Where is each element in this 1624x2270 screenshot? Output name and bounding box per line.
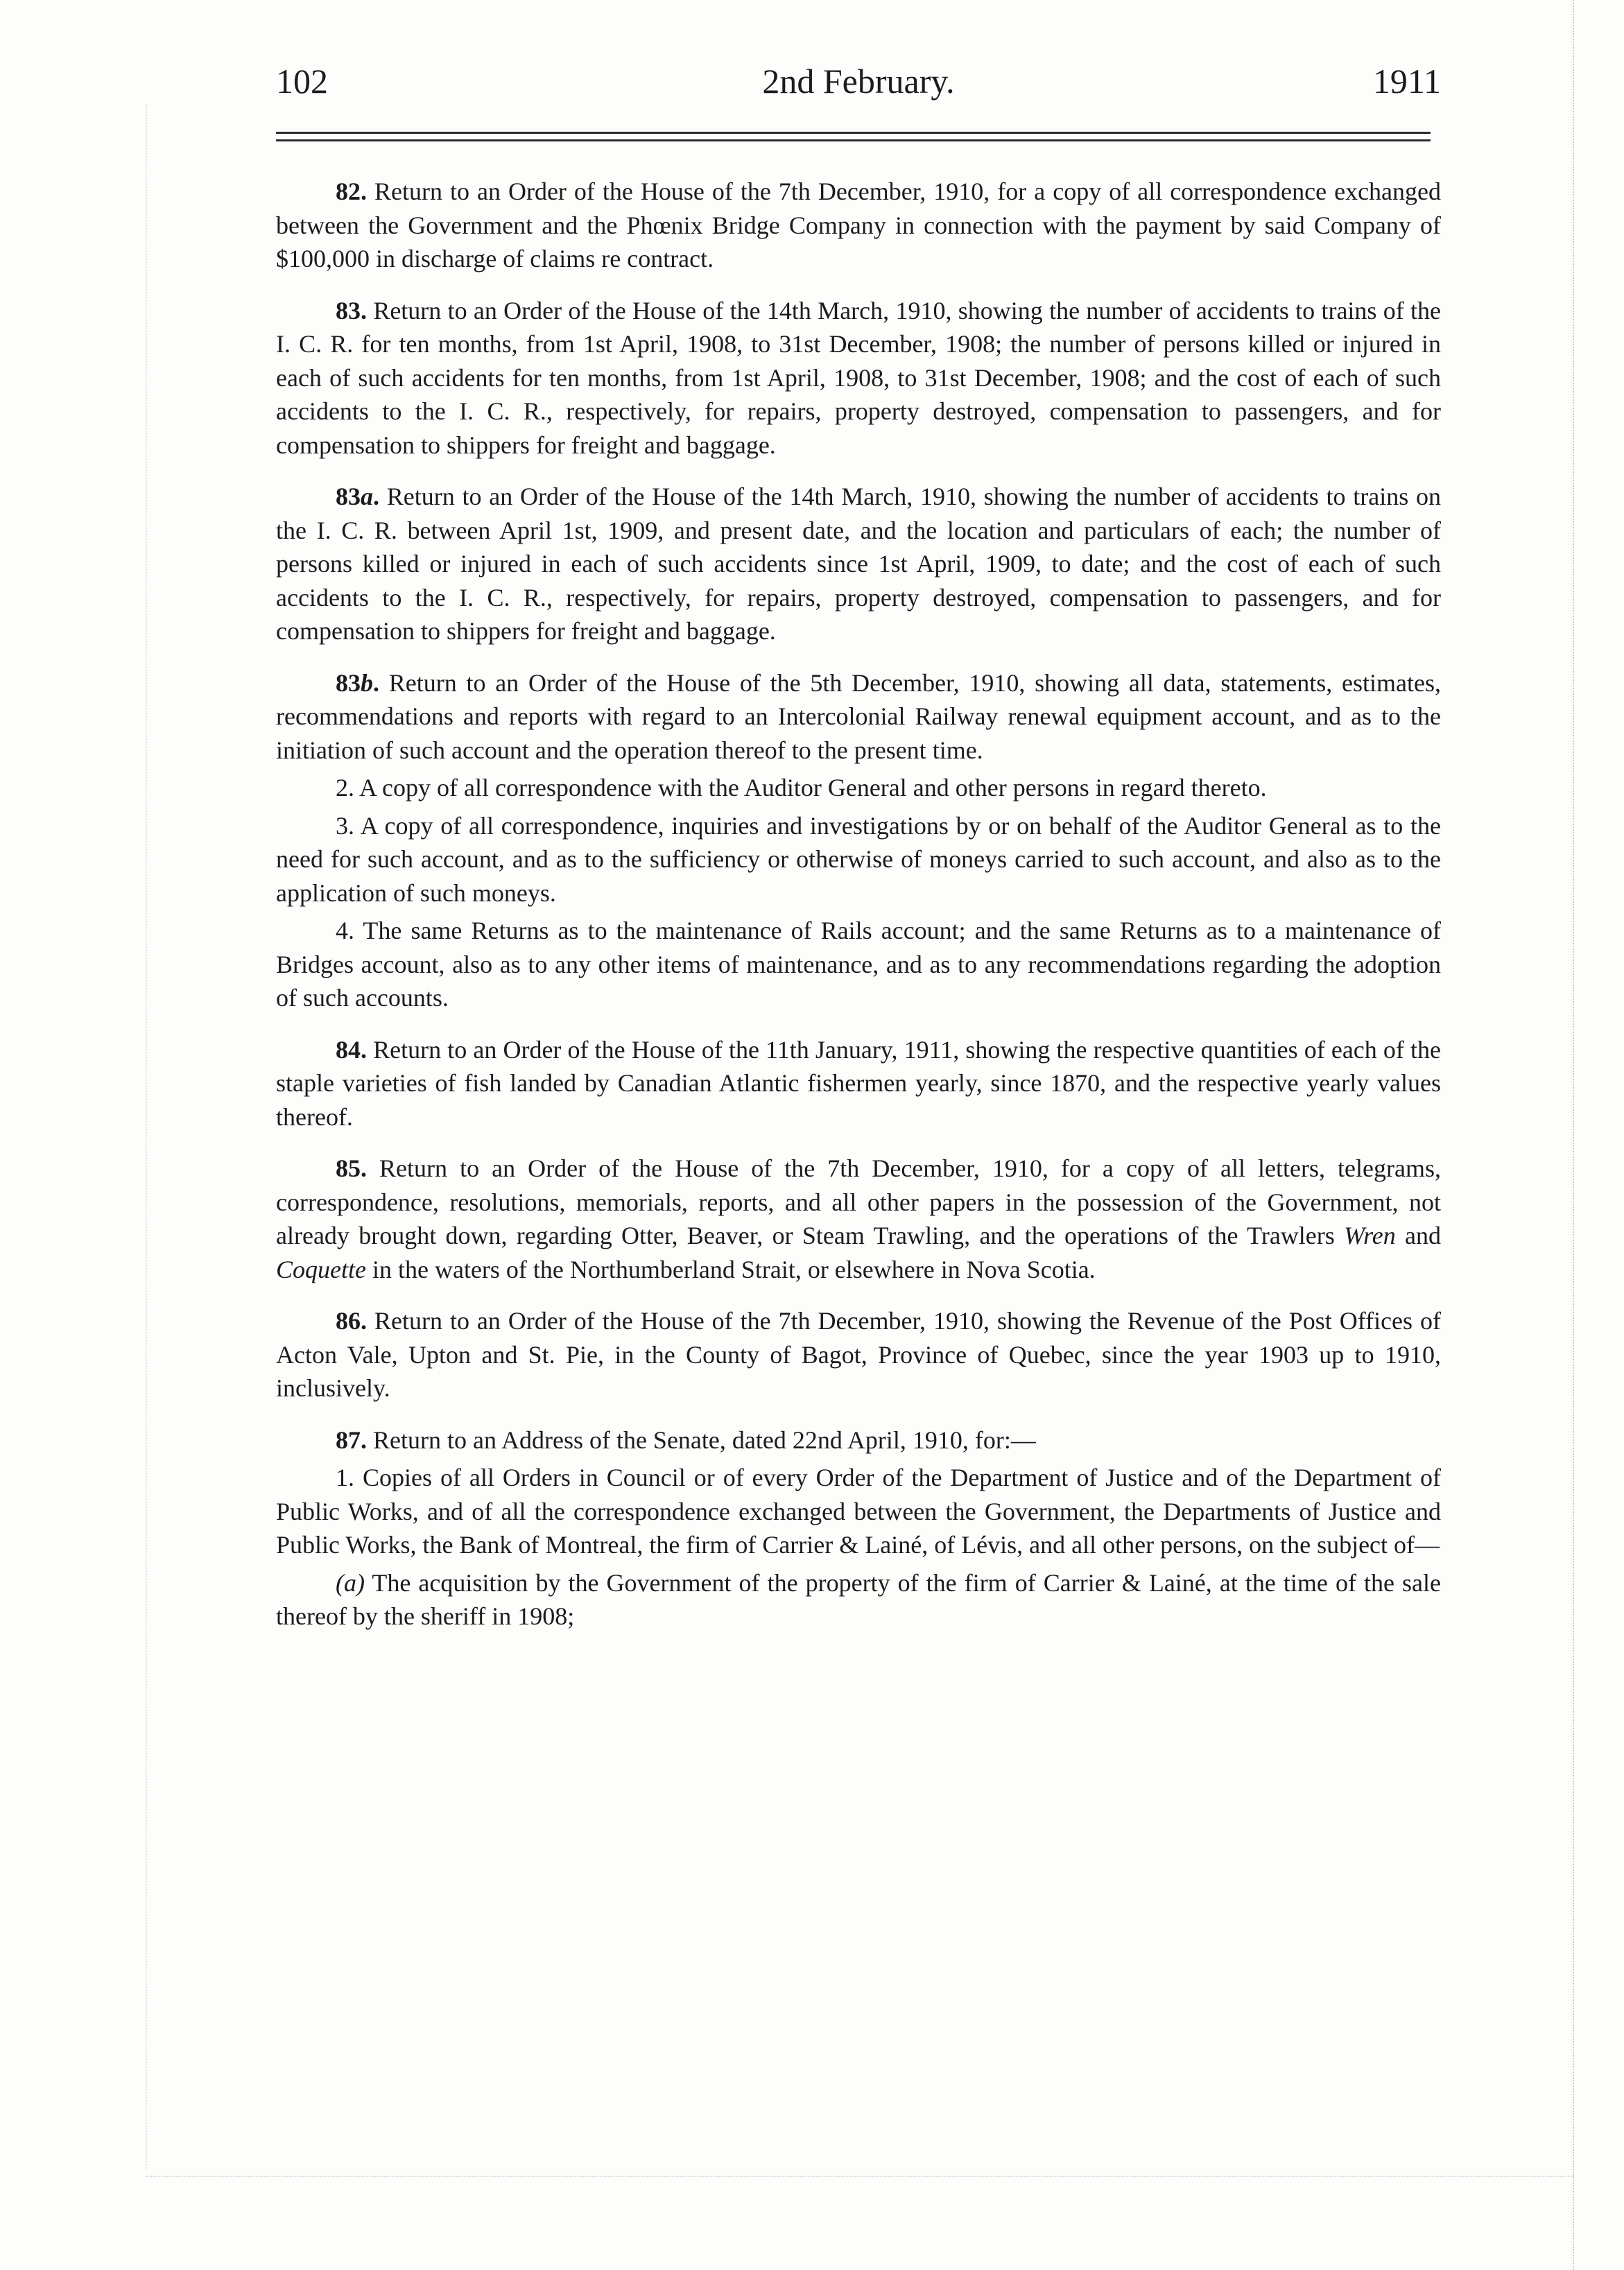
entry-83a [276,480,1441,648]
clause-label: (a) [336,1568,365,1597]
entry-text: Return to an Order of the House of the 14th March, 1910, showing the number of accidents to trains of the I. C. R. for ten months, from 1st April, 1908, to 31st December, 1908; the number of persons killed or injured in each of such accidents for ten months, from 1st April, 1908, to 31st December, 1908; and the cost of each of such accidents to the I. C. R., respectively, for repairs, property destroyed, compensation to passengers, and for compensation to shippers for freight and baggage. [276,296,1442,459]
scan-edge-bottom [146,2176,1574,2178]
entry-text: Return to an Order of the House of the 14th March, 1910, showing the number of accidents to trains on the I. C. R. between April 1st, 1909, and present date, and the location and particulars of each; the number of persons killed or injured in each of such accidents since 1st April, 1909, to date; and the cost of each of such accidents to the I. C. R., respectively, for repairs, property destroyed, compensation to passengers, and for compensation to shippers for freight and baggage. [276,483,1442,645]
entry-84 [276,1033,1441,1134]
entry-number: 87. [336,1426,367,1454]
page-number: 102 [276,62,328,101]
entry-text: Return to an Address of the Senate, dated 22nd April, 1910, for:— [373,1426,1036,1454]
entry-text: Return to an Order of the House of the 7th December, 1910, for a copy of all correspondence exchanged between the Government and the Phœnix Bridge Company in connection with the payment by said Company of $100,000 in discharge of claims re contract. [276,177,1441,272]
trawler-name-wren: Wren [1344,1222,1396,1249]
entry-83 [276,294,1441,462]
entry-83b [276,666,1441,768]
entry-number: 86. [336,1307,367,1335]
entry-82 [276,175,1441,276]
entry-text: Return to an Order of the House of the 7th December, 1910, for a copy of all letters, telegrams, correspondence, resolutions, memorials, reports, and all other papers in the possession of the Government, not already brought down, regarding Otter, Beaver, or Steam Trawling, and the operations of the Trawlers [276,1154,1441,1249]
trawler-name-coquette: Coquette [276,1255,366,1283]
entry-number: 84. [336,1035,367,1064]
document-body [276,175,1441,1634]
scan-edge-right [1573,0,1577,2270]
entry-86 [276,1304,1441,1405]
clause-text: The acquisition by the Government of the property of the firm of Carrier & Lainé, at the time of the sale thereof by the sheriff in 1908; [276,1568,1441,1630]
entry-87 [276,1423,1441,1457]
entry-number: 83b. [336,668,379,697]
entry-number: 85. [336,1154,367,1182]
header-rule [276,132,1431,141]
entry-85: 85. Return to an Order of the House of the 7th December, 1910, for a copy of all letters, telegrams, correspondence, resolutions, memorials, reports, and all other papers in the possession of the Government, not already brought down, regarding Otter, Beaver, or Steam Trawling, and the operations of the Trawlers Wren and Coquette in the waters of the Northumberland Strait, or elsewhere in Nova Scotia. [276,1154,1441,1283]
header-date: 2nd February. [762,62,955,101]
entry-83b-subparagraph-2: 2. A copy of all correspondence with the Auditor General and other persons in regard thereto. [336,774,1267,802]
entry-83b-subparagraph-3: 3. A copy of all correspondence, inquiries and investigations by or on behalf of the Auditor General as to the need for such account, and as to the sufficiency or otherwise of moneys carried to such account, and also as to the application of such moneys. [276,811,1441,907]
entry-87-clause-a [276,1566,1441,1634]
entry-number: 83a. [336,483,379,510]
entry-number: 82. [336,177,367,205]
running-header [276,61,1441,111]
entry-number: 83. [336,296,367,324]
header-year: 1911 [1372,62,1441,101]
entry-83b-subparagraph-4: 4. The same Returns as to the maintenance of Rails account; and the same Returns as to a maintenance of Bridges account, also as to any other items of maintenance, and as to any recommendations regarding the adoption of such accounts. [276,917,1441,1012]
entry-text: Return to an Order of the House of the 5th December, 1910, showing all data, statements, estimates, recommendations and reports with regard to an Intercolonial Railway renewal equipment account, and as to the initiation of such account and the operation thereof to the present time. [276,668,1442,764]
entry-text: Return to an Order of the House of the 7th December, 1910, showing the Revenue of the Post Offices of Acton Vale, Upton and St. Pie, in the County of Bagot, Province of Quebec, since the year 1903 up to 1910, inclusively. [276,1307,1442,1402]
scan-edge-left [146,104,148,2170]
entry-text: Return to an Order of the House of the 11th January, 1911, showing the respective quantities of each of the staple varieties of fish landed by Canadian Atlantic fishermen yearly, since 1870, and the respective yearly values thereof. [276,1035,1441,1131]
entry-87-subparagraph-1: 1. Copies of all Orders in Council or of every Order of the Department of Justice and of the Department of Public Works, and of all the correspondence exchanged between the Government, the Departments of Justice and Public Works, the Bank of Montreal, the firm of Carrier & Lainé, of Lévis, and all other persons, on the subject of— [276,1464,1441,1559]
